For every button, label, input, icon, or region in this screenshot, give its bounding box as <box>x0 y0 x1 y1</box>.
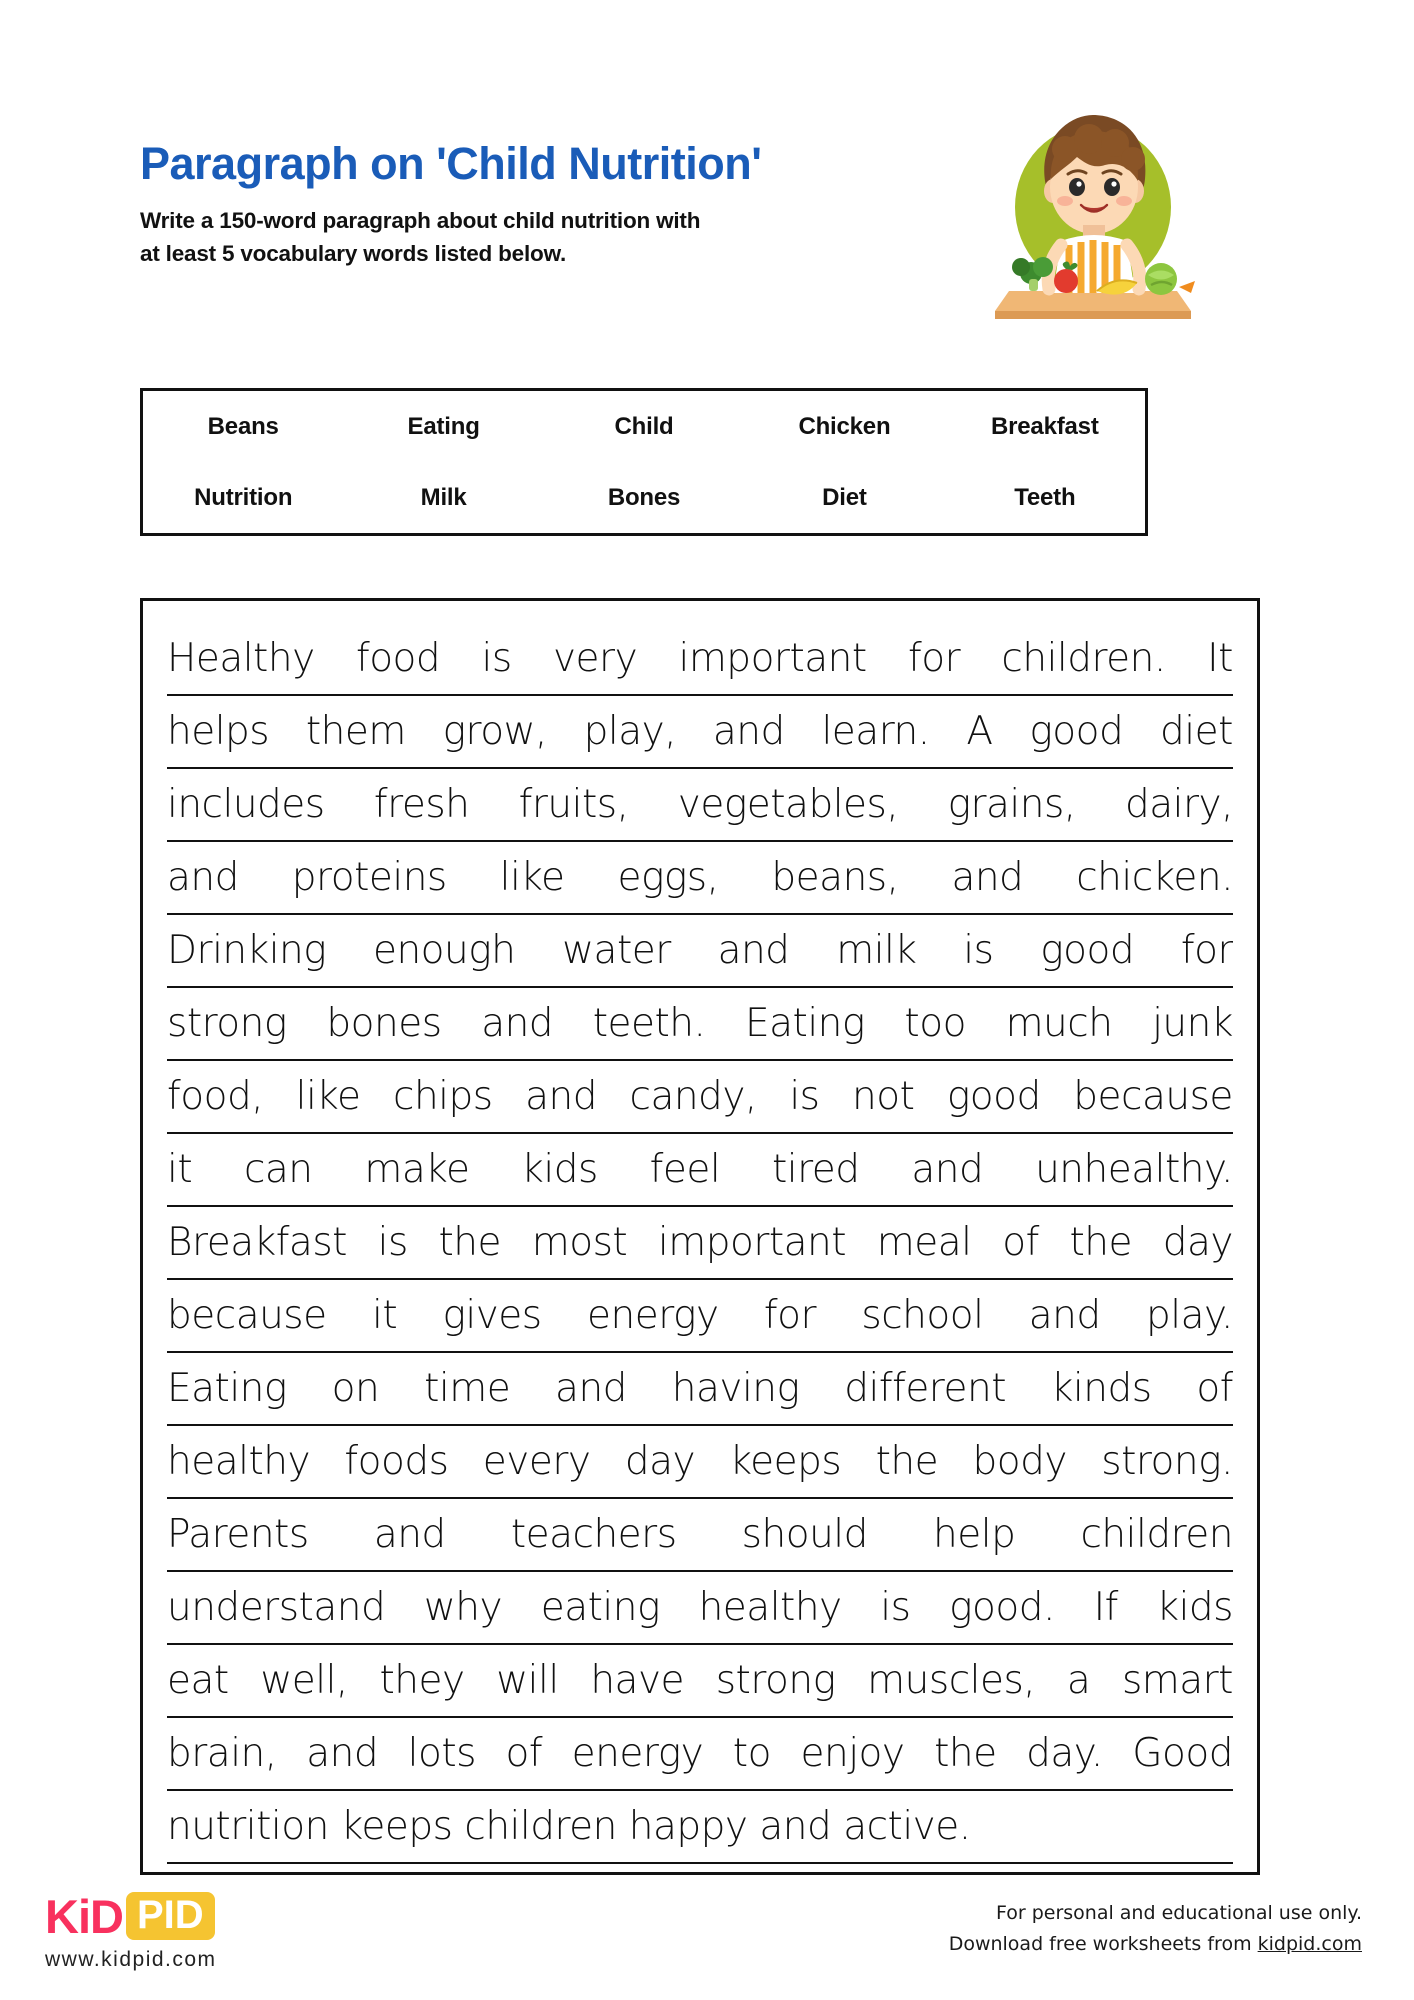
paragraph-word: should <box>741 1512 868 1557</box>
paragraph-word: fresh <box>373 782 470 827</box>
paragraph-word: feel <box>649 1147 721 1192</box>
paragraph-answer-box[interactable] <box>140 598 1260 1875</box>
paragraph-word: muscles, <box>867 1658 1036 1703</box>
usage-notice-line-1: For personal and educational use only. <box>995 1902 1362 1924</box>
paragraph-word: and <box>911 1147 984 1192</box>
paragraph-word: body <box>972 1439 1067 1484</box>
paragraph-word: good. <box>949 1585 1055 1630</box>
paragraph-word: eat <box>167 1658 229 1703</box>
paragraph-word: keeps <box>729 1439 842 1484</box>
paragraph-word: and <box>555 1366 627 1411</box>
vocabulary-word: Breakfast <box>991 412 1099 440</box>
paragraph-word: Breakfast <box>167 1220 347 1265</box>
paragraph-word: is <box>880 1585 911 1630</box>
paragraph-word: a <box>1066 1658 1091 1703</box>
paragraph-word: and <box>167 855 239 900</box>
paragraph-word: is <box>963 928 994 973</box>
paragraph-line <box>167 623 1233 696</box>
paragraph-word: day. <box>1026 1731 1103 1776</box>
paragraph-line <box>167 988 1233 1061</box>
paragraph-word: teeth. <box>592 1001 706 1046</box>
paragraph-word: If <box>1093 1585 1118 1630</box>
vocabulary-word: Chicken <box>798 412 891 440</box>
paragraph-word: kids <box>1156 1585 1233 1630</box>
paragraph-word: junk <box>1152 1001 1233 1046</box>
paragraph-word: gives <box>442 1293 542 1338</box>
paragraph-word: chicken. <box>1076 855 1233 900</box>
vocabulary-row-1 <box>143 391 1145 462</box>
child-with-vegetables-illustration <box>965 95 1215 345</box>
vocabulary-word: Child <box>614 412 674 440</box>
paragraph-word: having <box>671 1366 800 1411</box>
paragraph-word: eating <box>540 1585 660 1630</box>
paragraph-word: A <box>966 709 993 754</box>
kidpid-logo[interactable] <box>45 1890 217 1972</box>
paragraph-word: understand <box>167 1585 386 1630</box>
paragraph-word: nutrition <box>167 1804 329 1849</box>
paragraph-word: and <box>712 709 785 754</box>
vocabulary-word: Eating <box>407 412 480 440</box>
paragraph-word: kids <box>521 1147 598 1192</box>
page-footer <box>0 1890 1414 2000</box>
paragraph-word: of <box>1196 1366 1233 1411</box>
paragraph-word: for <box>1180 928 1233 973</box>
logo-mark <box>45 1890 217 1942</box>
paragraph-line <box>167 1061 1233 1134</box>
paragraph-line <box>167 769 1233 842</box>
paragraph-word: strong. <box>1101 1439 1233 1484</box>
paragraph-word: for <box>763 1293 817 1338</box>
paragraph-word: important <box>657 1220 847 1265</box>
page-title: Paragraph on 'Child Nutrition' <box>140 138 762 189</box>
paragraph-word: very <box>552 636 638 681</box>
paragraph-word: the <box>438 1220 502 1265</box>
paragraph-word: bones <box>326 1001 442 1046</box>
paragraph-word: and <box>306 1731 379 1776</box>
paragraph-word: keeps <box>340 1804 453 1849</box>
paragraph-word: vegetables, <box>677 782 899 827</box>
paragraph-word: active. <box>843 1804 971 1849</box>
paragraph-word: children <box>464 1804 617 1849</box>
paragraph-word: Eating <box>745 1001 865 1046</box>
paragraph-word: is <box>481 636 512 681</box>
paragraph-word: make <box>364 1147 470 1192</box>
instructions <box>140 205 900 270</box>
paragraph-word: time <box>424 1366 511 1411</box>
paragraph-word: lots <box>407 1731 476 1776</box>
paragraph-word: not <box>851 1074 915 1119</box>
paragraph-line <box>167 1207 1233 1280</box>
paragraph-line <box>167 1499 1233 1572</box>
paragraph-word: healthy <box>698 1585 842 1630</box>
paragraph-word: play, <box>583 709 677 754</box>
paragraph-word: have <box>590 1658 685 1703</box>
paragraph-word: happy <box>628 1804 748 1849</box>
paragraph-word: diet <box>1160 709 1233 754</box>
paragraph-word: like <box>499 855 565 900</box>
worksheet-header <box>140 140 1040 271</box>
logo-pid-badge: PID <box>126 1892 215 1940</box>
usage-notice-prefix: Download free worksheets from <box>948 1933 1258 1956</box>
paragraph-word: too <box>904 1001 966 1046</box>
usage-notice-line-2 <box>949 1929 1362 1960</box>
paragraph-word: the <box>1069 1220 1133 1265</box>
paragraph-word: enough <box>372 928 516 973</box>
paragraph-word: kinds <box>1050 1366 1152 1411</box>
paragraph-word: smart <box>1121 1658 1233 1703</box>
paragraph-line <box>167 842 1233 915</box>
paragraph-word: good <box>1040 928 1135 973</box>
paragraph-word: important <box>678 636 867 681</box>
paragraph-word: help <box>933 1512 1016 1557</box>
paragraph-word: and <box>481 1001 554 1046</box>
paragraph-word: children. <box>1001 636 1166 681</box>
vocabulary-word: Teeth <box>1014 483 1076 511</box>
paragraph-word: chips <box>393 1074 493 1119</box>
paragraph-line <box>167 1280 1233 1353</box>
paragraph-line <box>167 1426 1233 1499</box>
paragraph-word: and <box>951 855 1024 900</box>
paragraph-word: It <box>1207 636 1233 681</box>
paragraph-word: much <box>1005 1001 1113 1046</box>
paragraph-word: energy <box>586 1293 719 1338</box>
paragraph-word: on <box>331 1366 380 1411</box>
paragraph-word: school <box>861 1293 984 1338</box>
instructions-line-1: Write a 150-word paragraph about child nutrition with <box>140 208 701 234</box>
usage-notice <box>949 1898 1362 1961</box>
logo-kid-text: KiD <box>45 1889 123 1943</box>
paragraph-word: every <box>482 1439 591 1484</box>
paragraph-word: Parents <box>167 1512 309 1557</box>
paragraph-word: most <box>531 1220 628 1265</box>
paragraph-word: them <box>305 709 406 754</box>
paragraph-word: and <box>1028 1293 1101 1338</box>
paragraph-word: strong <box>715 1658 836 1703</box>
paragraph-word: teachers <box>510 1512 677 1557</box>
paragraph-word: food <box>355 636 441 681</box>
paragraph-word: includes <box>167 782 325 827</box>
paragraph-word: good <box>946 1074 1041 1119</box>
paragraph-word: energy <box>571 1731 704 1776</box>
paragraph-word: good <box>1029 709 1124 754</box>
instructions-line-2: at least 5 vocabulary words listed below. <box>140 240 567 266</box>
vocabulary-row-2 <box>143 462 1145 533</box>
paragraph-word: different <box>844 1366 1006 1411</box>
paragraph-word: day <box>1162 1220 1233 1265</box>
paragraph-word: well, <box>260 1658 348 1703</box>
paragraph-line <box>167 1718 1233 1791</box>
logo-website-url: www.kidpid.com <box>45 1948 217 1971</box>
paragraph-word: Healthy <box>167 636 315 681</box>
paragraph-word: grow, <box>442 709 547 754</box>
paragraph-word: strong <box>167 1001 287 1046</box>
paragraph-line <box>167 696 1233 769</box>
paragraph-word: eggs, <box>617 855 719 900</box>
paragraph-word: day <box>624 1439 696 1484</box>
kidpid-link[interactable]: kidpid.com <box>1257 1933 1362 1956</box>
paragraph-word: healthy <box>167 1439 311 1484</box>
paragraph-word: play. <box>1146 1293 1233 1338</box>
paragraph-word: the <box>934 1731 997 1776</box>
paragraph-word: dairy, <box>1124 782 1233 827</box>
paragraph-word: beans, <box>771 855 899 900</box>
paragraph-word: tired <box>772 1147 860 1192</box>
paragraph-word: water <box>562 928 671 973</box>
vocabulary-word-box <box>140 388 1148 536</box>
paragraph-word: proteins <box>291 855 447 900</box>
paragraph-word: of <box>505 1731 543 1776</box>
paragraph-word: can <box>243 1147 313 1192</box>
vocabulary-word: Milk <box>420 483 467 511</box>
paragraph-word: food, <box>167 1074 264 1119</box>
paragraph-word: it <box>371 1293 398 1338</box>
vocabulary-word: Diet <box>822 483 867 511</box>
paragraph-line <box>167 915 1233 988</box>
paragraph-word: like <box>295 1074 361 1119</box>
paragraph-word: learn. <box>821 709 930 754</box>
paragraph-line <box>167 1134 1233 1207</box>
paragraph-word: brain, <box>167 1731 277 1776</box>
paragraph-word: the <box>875 1439 939 1484</box>
vocabulary-word: Bones <box>607 483 681 511</box>
paragraph-word: and <box>717 928 790 973</box>
paragraph-word: milk <box>836 928 917 973</box>
paragraph-word: is <box>377 1220 408 1265</box>
paragraph-word: grains, <box>947 782 1076 827</box>
paragraph-word: is <box>789 1074 820 1119</box>
vocabulary-word: Nutrition <box>194 483 293 511</box>
paragraph-word: to <box>732 1731 771 1776</box>
paragraph-word: of <box>1002 1220 1039 1265</box>
paragraph-word: and <box>759 1804 832 1849</box>
paragraph-word: and <box>373 1512 446 1557</box>
paragraph-word: candy, <box>629 1074 757 1119</box>
paragraph-word: for <box>907 636 961 681</box>
paragraph-word: Good <box>1132 1731 1233 1776</box>
paragraph-word: it <box>167 1147 193 1192</box>
paragraph-word: unhealthy. <box>1035 1147 1233 1192</box>
paragraph-word: children <box>1080 1512 1233 1557</box>
paragraph-word: Eating <box>167 1366 287 1411</box>
paragraph-word: why <box>423 1585 503 1630</box>
paragraph-word: helps <box>167 709 270 754</box>
paragraph-word: because <box>167 1293 327 1338</box>
paragraph-word: meal <box>876 1220 972 1265</box>
paragraph-word: and <box>525 1074 597 1119</box>
vocabulary-word: Beans <box>207 412 279 440</box>
paragraph-line <box>167 1791 1233 1864</box>
paragraph-word: Drinking <box>167 928 327 973</box>
paragraph-word: they <box>379 1658 465 1703</box>
paragraph-word: enjoy <box>800 1731 905 1776</box>
paragraph-line <box>167 1353 1233 1426</box>
paragraph-line <box>167 1572 1233 1645</box>
paragraph-line <box>167 1645 1233 1718</box>
paragraph-word: will <box>496 1658 559 1703</box>
paragraph-word: foods <box>344 1439 449 1484</box>
paragraph-word: fruits, <box>518 782 629 827</box>
paragraph-word: because <box>1073 1074 1233 1119</box>
